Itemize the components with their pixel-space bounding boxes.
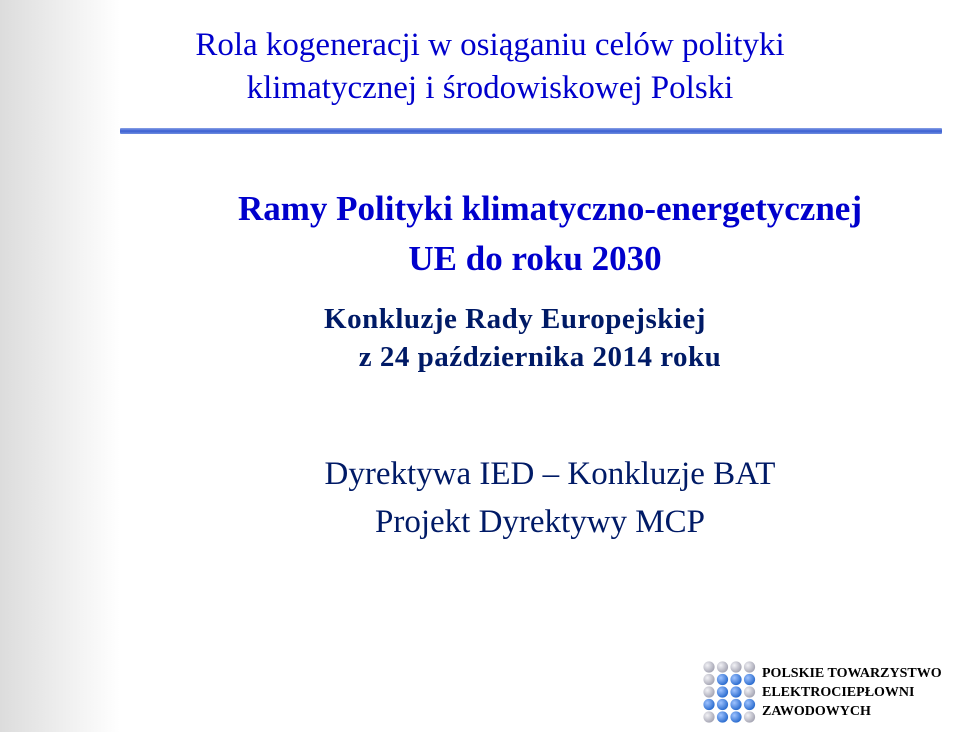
logo-dot xyxy=(744,686,755,697)
slide-title xyxy=(120,24,860,110)
directive-mcp-draft: Projekt Dyrektywy MCP xyxy=(375,504,705,540)
logo-dot xyxy=(744,699,755,710)
logo-dot xyxy=(744,674,755,685)
council-conclusions xyxy=(150,300,930,376)
logo-text-line-3: ZAWODOWYCH xyxy=(762,704,871,719)
logo-dot xyxy=(717,711,728,722)
logo-text-line-2: ELEKTROCIEPŁOWNI xyxy=(762,685,915,700)
slide-title-line-2: klimatycznej i środowiskowej Polski xyxy=(246,70,734,106)
dot-grid-logo-icon xyxy=(702,660,758,724)
logo-dot xyxy=(717,686,728,697)
council-conclusions-line-2: z 24 października 2014 roku xyxy=(358,341,722,373)
council-conclusions-line-1: Konkluzje Rady Europejskiej xyxy=(324,303,706,335)
logo-dot xyxy=(703,699,714,710)
slide-title-line-1: Rola kogeneracji w osiąganiu celów polityki xyxy=(195,27,785,63)
title-divider xyxy=(120,128,942,134)
framework-heading-line-1: Ramy Polityki klimatyczno-energetycznej xyxy=(237,189,862,228)
framework-heading-line-2: UE do roku 2030 xyxy=(408,239,662,278)
framework-heading xyxy=(140,184,960,284)
directive-ied-bat: Dyrektywa IED – Konkluzje BAT xyxy=(324,456,776,492)
directives-list xyxy=(150,450,950,546)
logo-dot xyxy=(703,674,714,685)
logo-dot xyxy=(730,674,741,685)
logo-dot xyxy=(717,674,728,685)
logo-dot xyxy=(730,711,741,722)
logo-text-line-1: POLSKIE TOWARZYSTWO xyxy=(762,666,942,681)
logo-dot xyxy=(730,661,741,672)
logo-dot xyxy=(717,661,728,672)
logo-dot xyxy=(730,686,741,697)
logo-dot xyxy=(744,661,755,672)
logo-dot xyxy=(730,699,741,710)
logo-dot xyxy=(744,711,755,722)
logo-dot xyxy=(703,661,714,672)
logo-text xyxy=(762,664,942,721)
logo-dot xyxy=(703,711,714,722)
ptez-logo xyxy=(702,660,960,724)
logo-dot xyxy=(717,699,728,710)
logo-dot xyxy=(703,686,714,697)
side-gradient-decoration xyxy=(0,0,120,732)
